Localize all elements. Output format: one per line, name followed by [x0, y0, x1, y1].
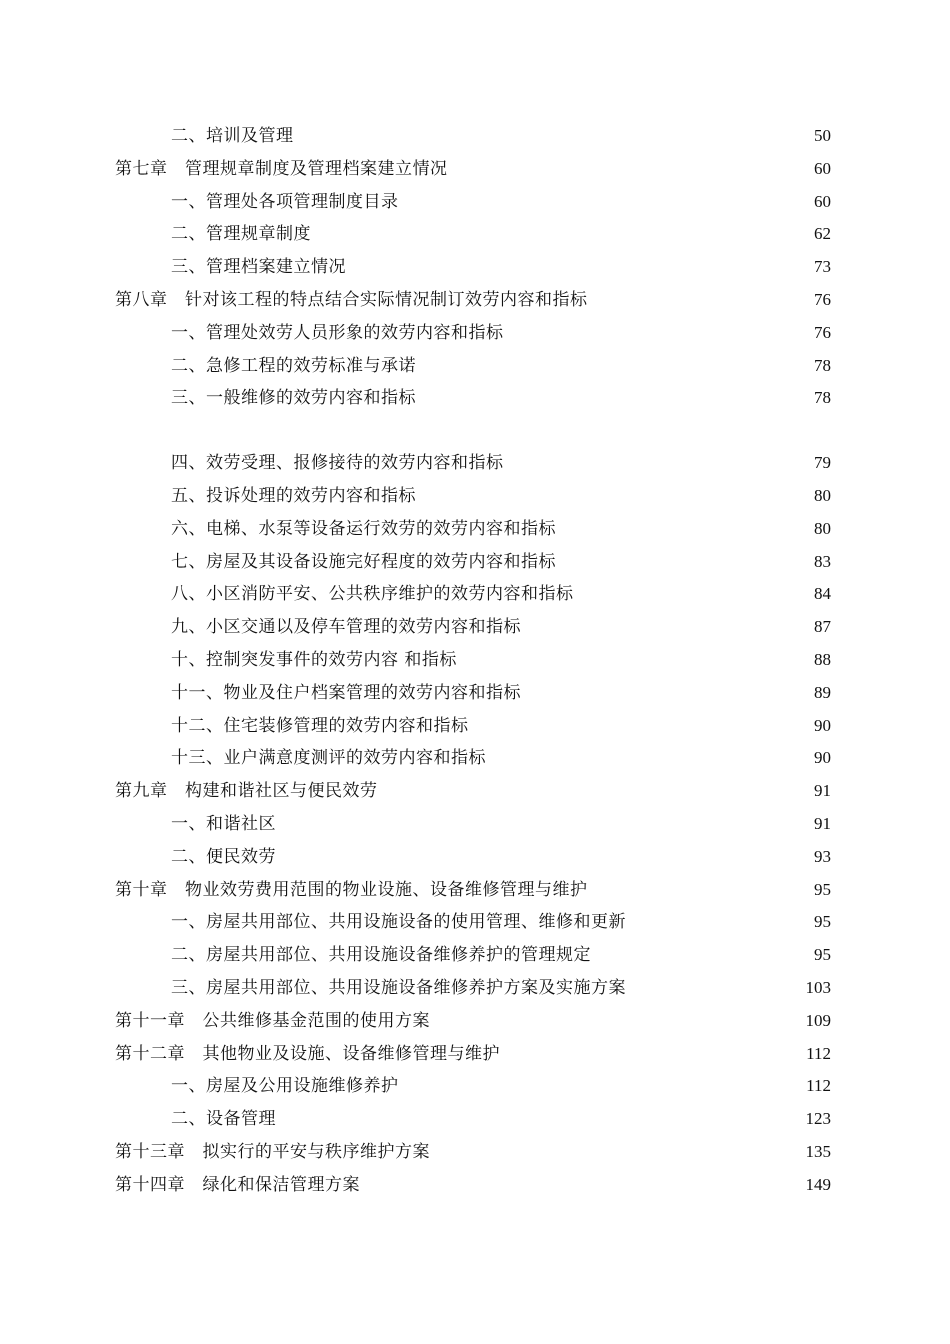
toc-entry-title: 十、控制突发事件的效劳内容 和指标 [171, 649, 457, 670]
toc-section-entry[interactable] [115, 317, 831, 350]
toc-entry-title: 第十一章 公共维修基金范围的使用方案 [115, 1010, 430, 1031]
toc-entry-title: 二、设备管理 [171, 1109, 276, 1130]
toc-entry-page-number: 88 [814, 649, 831, 669]
toc-entry-page-number: 79 [814, 453, 831, 473]
toc-section-entry[interactable] [115, 742, 831, 775]
toc-section-entry[interactable] [115, 939, 831, 972]
toc-entry-title: 二、急修工程的效劳标准与承诺 [171, 355, 416, 376]
toc-entry-title: 三、管理档案建立情况 [171, 257, 346, 278]
toc-entry-title: 二、培训及管理 [171, 126, 294, 146]
toc-entry-page-number: 95 [814, 879, 831, 899]
toc-section-entry[interactable] [115, 611, 831, 644]
toc-entry-title: 二、便民效劳 [171, 846, 276, 867]
toc-entry-title: 第十三章 拟实行的平安与秩序维护方案 [115, 1141, 430, 1162]
toc-entry-title: 一、房屋共用部位、共用设施设备的使用管理、维修和更新 [171, 912, 626, 933]
toc-section-entry[interactable] [115, 677, 831, 710]
toc-section-entry[interactable] [115, 546, 831, 579]
toc-entry-title: 三、房屋共用部位、共用设施设备维修养护方案及实施方案 [171, 977, 626, 998]
toc-entry-page-number: 62 [814, 224, 831, 244]
toc-chapter-entry[interactable] [115, 775, 831, 808]
toc-entry-page-number: 93 [814, 846, 831, 866]
toc-entry-title: 八、小区消防平安、公共秩序维护的效劳内容和指标 [171, 584, 574, 605]
toc-entry-page-number: 95 [814, 912, 831, 932]
toc-entry-title: 十三、业户满意度测评的效劳内容和指标 [171, 748, 486, 769]
toc-section-entry[interactable] [115, 350, 831, 383]
toc-chapter-entry[interactable] [115, 153, 831, 186]
toc-entry-title: 十二、住宅装修管理的效劳内容和指标 [171, 715, 469, 736]
toc-entry-title: 五、投诉处理的效劳内容和指标 [171, 485, 416, 506]
toc-section-entry[interactable] [115, 644, 831, 677]
toc-entry-title: 一、管理处各项管理制度目录 [171, 191, 399, 212]
toc-section-entry[interactable] [115, 513, 831, 546]
table-of-contents [115, 120, 831, 1202]
toc-entry-title: 二、房屋共用部位、共用设施设备维修养护的管理规定 [171, 945, 591, 966]
toc-entry-page-number: 90 [814, 748, 831, 768]
toc-entry-title: 第十四章 绿化和保洁管理方案 [115, 1174, 360, 1195]
toc-entry-title: 第十章 物业效劳费用范围的物业设施、设备维修管理与维护 [115, 879, 588, 900]
toc-entry-title: 一、和谐社区 [171, 813, 276, 834]
toc-entry-page-number: 76 [814, 289, 831, 309]
toc-section-entry[interactable] [115, 218, 831, 251]
toc-chapter-entry[interactable] [115, 1169, 831, 1202]
toc-entry-page-number: 84 [814, 584, 831, 604]
toc-entry-title: 二、管理规章制度 [171, 224, 311, 245]
toc-entry-page-number: 149 [805, 1174, 831, 1194]
toc-entry-page-number: 112 [806, 1076, 831, 1096]
toc-entry-title: 一、管理处效劳人员形象的效劳内容和指标 [171, 322, 504, 343]
toc-entry-page-number: 91 [814, 813, 831, 833]
toc-chapter-entry[interactable] [115, 1005, 831, 1038]
toc-section-entry[interactable] [115, 1103, 831, 1136]
toc-entry-title: 第七章 管理规章制度及管理档案建立情况 [115, 158, 448, 179]
toc-section-entry[interactable] [115, 841, 831, 874]
toc-entry-page-number: 135 [805, 1141, 831, 1161]
toc-entry-title: 第九章 构建和谐社区与便民效劳 [115, 781, 378, 802]
toc-entry-page-number: 80 [814, 518, 831, 538]
toc-section-entry[interactable] [115, 382, 831, 415]
toc-entry-page-number: 95 [814, 945, 831, 965]
toc-entry-page-number: 89 [814, 682, 831, 702]
toc-entry-title: 三、一般维修的效劳内容和指标 [171, 388, 416, 409]
toc-chapter-entry[interactable] [115, 1038, 831, 1071]
toc-section-entry[interactable] [115, 578, 831, 611]
toc-section-entry[interactable] [115, 447, 831, 480]
toc-entry-page-number: 60 [814, 158, 831, 178]
toc-entry-page-number: 123 [805, 1109, 831, 1129]
toc-entry-page-number: 90 [814, 715, 831, 735]
toc-entry-page-number: 78 [814, 388, 831, 408]
toc-entry-title: 第十二章 其他物业及设施、设备维修管理与维护 [115, 1043, 500, 1064]
toc-section-entry[interactable] [115, 1070, 831, 1103]
toc-entry-page-number: 103 [805, 977, 831, 997]
toc-entry-title: 九、小区交通以及停车管理的效劳内容和指标 [171, 617, 521, 638]
toc-section-entry[interactable] [115, 186, 831, 219]
toc-entry-title: 七、房屋及其设备设施完好程度的效劳内容和指标 [171, 551, 556, 572]
toc-entry-title: 四、效劳受理、报修接待的效劳内容和指标 [171, 453, 504, 474]
toc-entry-page-number: 76 [814, 322, 831, 342]
toc-entry-page-number: 91 [814, 781, 831, 801]
toc-entry-page-number: 80 [814, 485, 831, 505]
toc-chapter-entry[interactable] [115, 874, 831, 907]
toc-entry-title: 一、房屋及公用设施维修养护 [171, 1076, 399, 1097]
toc-chapter-entry[interactable] [115, 1136, 831, 1169]
toc-entry-page-number: 87 [814, 617, 831, 637]
toc-section-entry[interactable] [115, 906, 831, 939]
toc-entry-page-number: 83 [814, 551, 831, 571]
toc-section-entry[interactable] [115, 480, 831, 513]
toc-entry-page-number: 73 [814, 257, 831, 277]
toc-entry-title: 第八章 针对该工程的特点结合实际情况制订效劳内容和指标 [115, 289, 588, 310]
toc-entry-page-number: 60 [814, 191, 831, 211]
toc-entry-page-number: 109 [805, 1010, 831, 1030]
toc-entry-title: 六、电梯、水泵等设备运行效劳的效劳内容和指标 [171, 518, 556, 539]
toc-entry-page-number: 112 [806, 1043, 831, 1063]
toc-entry-page-number: 50 [814, 126, 831, 145]
toc-section-entry[interactable] [115, 251, 831, 284]
toc-section-entry[interactable] [115, 972, 831, 1005]
toc-section-entry[interactable] [115, 808, 831, 841]
toc-entry-title: 十一、物业及住户档案管理的效劳内容和指标 [171, 682, 521, 703]
toc-entry-page-number: 78 [814, 355, 831, 375]
toc-section-entry[interactable] [115, 710, 831, 743]
toc-chapter-entry[interactable] [115, 284, 831, 317]
toc-section-entry[interactable] [115, 120, 831, 153]
